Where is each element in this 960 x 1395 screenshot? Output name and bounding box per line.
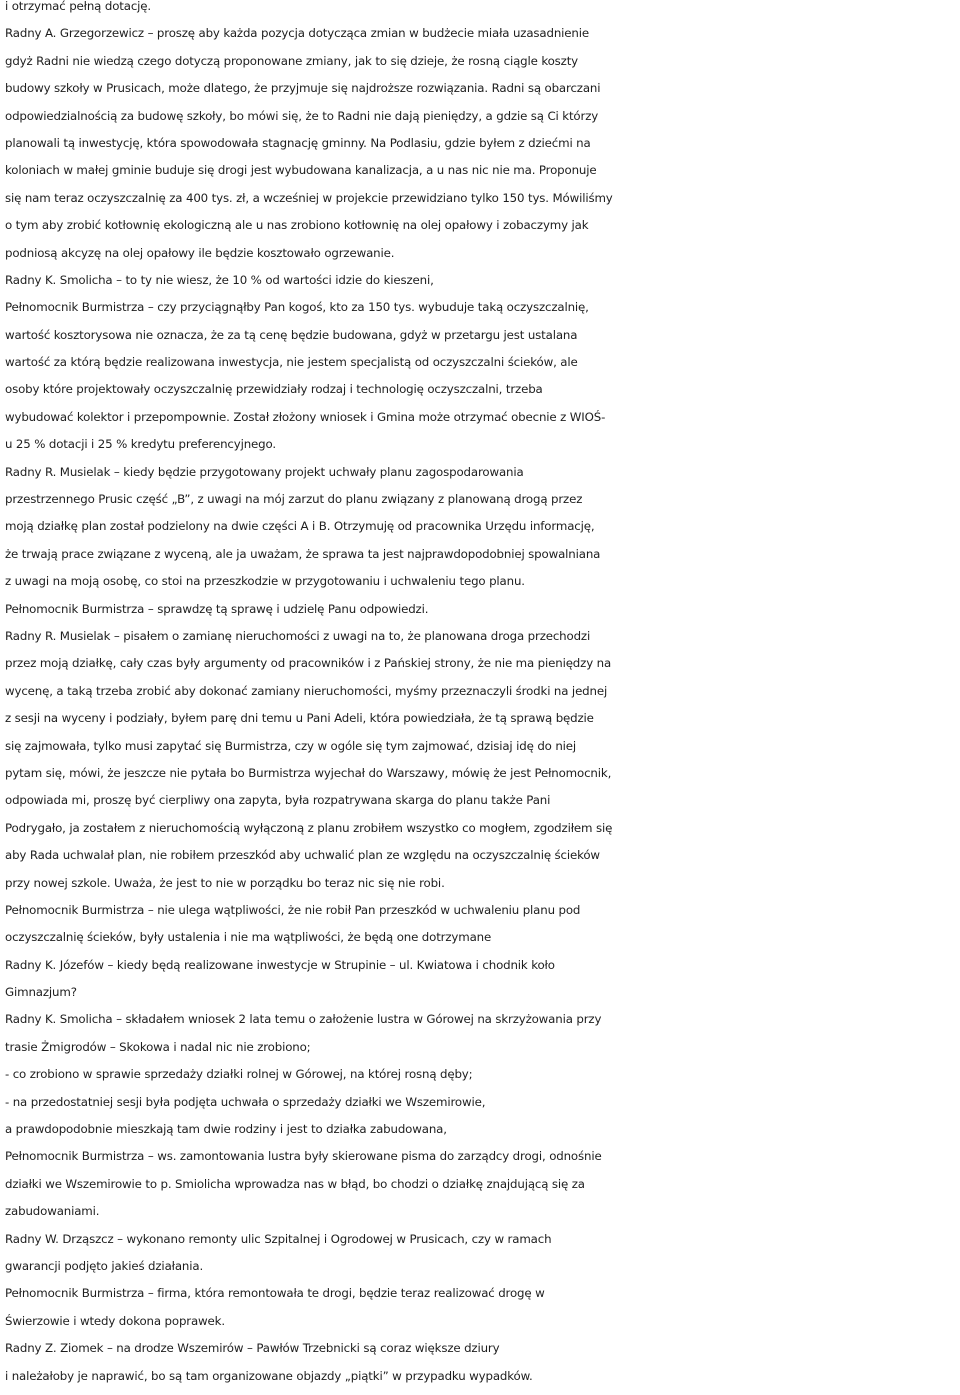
text-line: Radny W. Drząszcz – wykonano remonty ulic Szpitalnej i Ogrodowej w Prusicach, czy w ramach [5, 1231, 552, 1246]
text-line: u 25 % dotacji i 25 % kredytu preferencyjnego. [5, 437, 276, 452]
text-line: przestrzennego Prusic część „B”, z uwagi na mój zarzut do planu związany z planowaną drogą przez [5, 492, 583, 507]
text-line: gwarancji podjęto jakieś działania. [5, 1258, 204, 1273]
text-line: Radny Z. Ziomek – na drodze Wszemirów – Pawłów Trzebnicki są coraz większe dziury [5, 1341, 500, 1356]
text-line: Radny K. Smolicha – składałem wniosek 2 lata temu o założenie lustra w Górowej na skrzyżowania przy [5, 1012, 602, 1027]
text-line: Pełnomocnik Burmistrza – nie ulega wątpliwości, że nie robił Pan przeszkód w uchwaleniu planu pod [5, 902, 581, 917]
text-line: Pełnomocnik Burmistrza – firma, która remontowała te drogi, będzie teraz realizować drogę w [5, 1286, 545, 1301]
text-line: a prawdopodobnie mieszkają tam dwie rodziny i jest to działka zabudowana, [5, 1122, 447, 1137]
text-line: - na przedostatniej sesji była podjęta uchwała o sprzedaży działki we Wszemirowie, [5, 1094, 486, 1109]
text-line: moją działkę plan został podzielony na dwie części A i B. Otrzymuję od pracownika Urzędu informację, [5, 519, 595, 534]
text-line: że trwają prace związane z wyceną, ale ja uważam, że sprawa ta jest najprawdopodobniej spowalniana [5, 546, 601, 561]
text-line: trasie Żmigrodów – Skokowa i nadal nic nie zrobiono; [5, 1039, 311, 1054]
text-line: oczyszczalnię ścieków, były ustalenia i nie ma wątpliwości, że będą one dotrzymane [5, 930, 492, 945]
text-line: się zajmowała, tylko musi zapytać się Burmistrza, czy w ogóle się tym zajmować, dzisiaj idę do niej [5, 738, 577, 753]
text-line: budowy szkoły w Prusicach, może dlatego, że przyjmuje się najdroższe rozwiązania. Radni są obarczani [5, 81, 601, 96]
text-line: Świerzowie i wtedy dokona poprawek. [5, 1313, 225, 1328]
text-line: Radny K. Smolicha – to ty nie wiesz, że 10 % od wartości idzie do kieszeni, [5, 272, 434, 287]
text-line: pytam się, mówi, że jeszcze nie pytała bo Burmistrza wyjechał do Warszawy, mówię że jest Pełnomocnik, [5, 765, 612, 780]
text-line: aby Rada uchwalał plan, nie robiłem przeszkód aby uchwalić plan ze względu na oczyszczalnię ścieków [5, 848, 600, 863]
text-line: podniosą akcyzę na olej opałowy ile będzie kosztowało ogrzewanie. [5, 245, 395, 260]
text-line: - co zrobiono w sprawie sprzedaży działki rolnej w Górowej, na której rosną dęby; [5, 1067, 473, 1082]
text-line: odpowiada mi, proszę być cierpliwy ona zapyta, była rozpatrywana skarga do planu także Pani [5, 793, 551, 808]
text-line: osoby które projektowały oczyszczalnię przewidziały rodzaj i technologię oczyszczalni, trzeba [5, 382, 543, 397]
text-line: z sesji na wyceny i podziały, byłem parę dni temu u Pani Adeli, która powiedziała, że tą sprawą będzie [5, 711, 594, 726]
text-line: Radny K. Józefów – kiedy będą realizowane inwestycje w Strupinie – ul. Kwiatowa i chodnik koło [5, 957, 555, 972]
text-line: się nam teraz oczyszczalnię za 400 tys. zł, a wcześniej w projekcie przewidziano tylko 150 tys. Mówiliśmy [5, 190, 613, 205]
text-line: Radny R. Musielak – pisałem o zamianę nieruchomości z uwagi na to, że planowana droga przechodzi [5, 628, 591, 643]
text-line: Radny R. Musielak – kiedy będzie przygotowany projekt uchwały planu zagospodarowania [5, 464, 524, 479]
text-line: wycenę, a taką trzeba zrobić aby dokonać zamiany nieruchomości, myśmy przeznaczyli środki na jednej [5, 683, 608, 698]
text-line: przez moją działkę, cały czas były argumenty od pracowników i z Pańskiej strony, że nie ma pieniędzy na [5, 656, 612, 671]
text-line: Radny A. Grzegorzewicz – proszę aby każda pozycja dotycząca zmian w budżecie miała uzasadnienie [5, 26, 589, 41]
text-line: i należałoby je naprawić, bo są tam organizowane objazdy „piątki” w przypadku wypadków. [5, 1368, 533, 1383]
text-line: wartość kosztorysowa nie oznacza, że za tą cenę będzie budowana, gdyż w przetargu jest ustalana [5, 327, 578, 342]
text-line: przy nowej szkole. Uważa, że jest to nie w porządku bo teraz nic się nie robi. [5, 875, 445, 890]
text-line: i otrzymać pełną dotację. [5, 0, 151, 13]
text-line: Gimnazjum? [5, 985, 77, 1000]
text-line: o tym aby zrobić kotłownię ekologiczną ale u nas zrobiono kotłownię na olej opałowy i zobaczymy jak [5, 218, 589, 233]
text-line: gdyż Radni nie wiedzą czego dotyczą proponowane zmiany, jak to się dzieje, że rosną ciągle koszty [5, 53, 578, 68]
text-line: z uwagi na moją osobę, co stoi na przeszkodzie w przygotowaniu i uchwaleniu tego planu. [5, 574, 525, 589]
text-line: Pełnomocnik Burmistrza – czy przyciągnąłby Pan kogoś, kto za 150 tys. wybuduje taką oczyszczalnię, [5, 300, 589, 315]
text-line: odpowiedzialnością za budowę szkoły, bo mówi się, że to Radni nie dają pieniędzy, a gdzie są Ci którzy [5, 108, 599, 123]
text-line: koloniach w małej gminie buduje się drogi jest wybudowana kanalizacja, a u nas nic nie ma. Proponuje [5, 163, 597, 178]
text-line: Pełnomocnik Burmistrza – sprawdzę tą sprawę i udzielę Panu odpowiedzi. [5, 601, 429, 616]
text-line: planowali tą inwestycję, która spowodowała stagnację gminny. Na Podlasiu, gdzie byłem z dziećmi na [5, 135, 591, 150]
text-line: zabudowaniami. [5, 1204, 100, 1219]
text-line: Podrygało, ja zostałem z nieruchomością wyłączoną z planu zrobiłem wszystko co mogłem, zgodziłem się [5, 820, 613, 835]
text-line: Pełnomocnik Burmistrza – ws. zamontowania lustra były skierowane pisma do zarządcy drogi, odnośnie [5, 1149, 602, 1164]
text-line: wybudować kolektor i przepompownie. Został złożony wniosek i Gmina może otrzymać obecnie z WIOŚ- [5, 409, 606, 424]
text-line: działki we Wszemirowie to p. Smiolicha wprowadza nas w błąd, bo chodzi o działkę znajdującą się za [5, 1176, 585, 1191]
text-line: wartość za którą będzie realizowana inwestycja, nie jestem specjalistą od oczyszczalni ścieków, ale [5, 355, 578, 370]
